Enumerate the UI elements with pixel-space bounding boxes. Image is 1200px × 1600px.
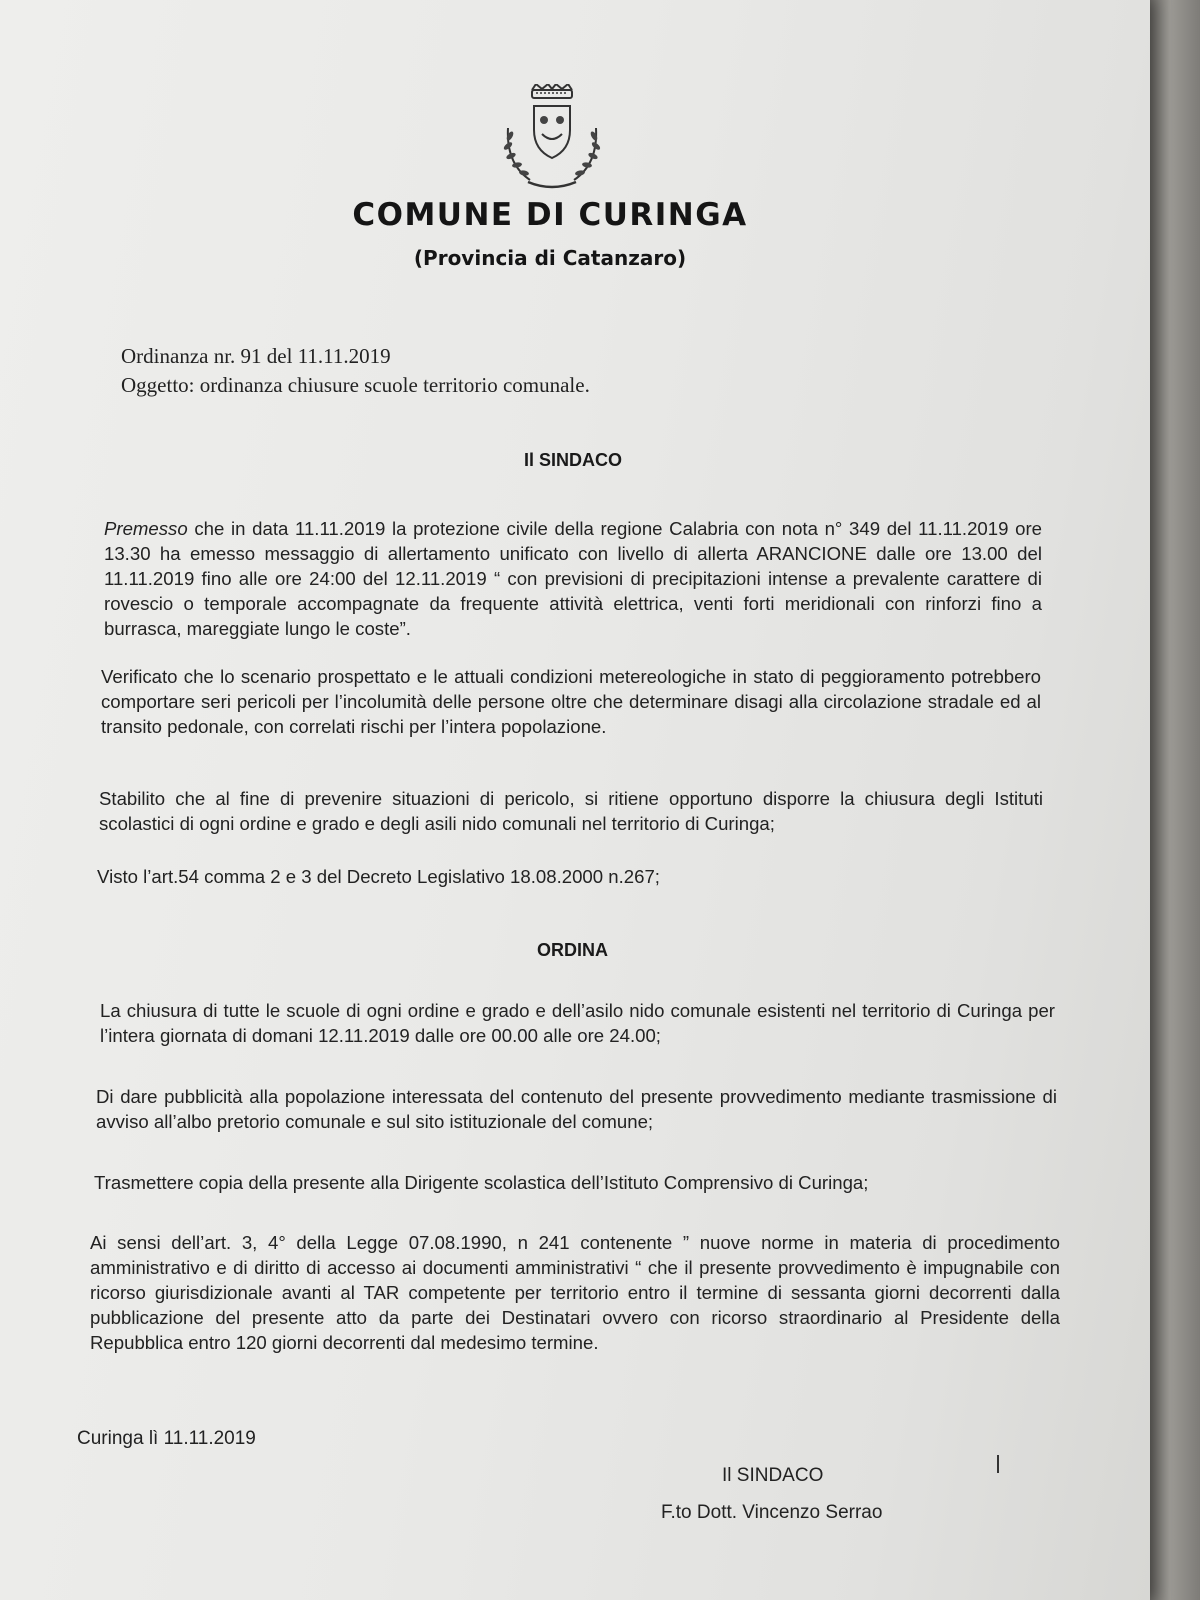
margin-mark [997,1455,999,1473]
desk-background [1150,0,1200,1600]
municipality-name: COMUNE DI CURINGA [352,197,748,233]
premesso-paragraph [104,516,1042,641]
signer-title: Il SINDACO [722,1465,824,1486]
municipal-crest-icon [488,84,616,194]
ordinance-subject: Oggetto: ordinanza chiusure scuole territorio comunale. [121,373,590,397]
premesso-lead: Premesso [104,518,188,539]
premesso-text: che in data 11.11.2019 la protezione civile della regione Calabria con nota n° 349 del 11.11.2019 ore 13.30 ha emesso messaggio di allertamento unificato con livello di allerta ARANCIONE dalle ore 13.00 del 11.11.2019 fino alle ore 24:00 del 12.11.2019 “ con previsioni di precipitazioni intense a prevalente carattere di rovescio o temporale accompagnate da frequente attività elettrica, venti forti meridionali con rinforzi fino a burrasca, mareggiate lungo le coste”. [104,518,1042,639]
verificato-paragraph: Verificato che lo scenario prospettato e le attuali condizioni metereologiche in stato di peggioramento potrebbero comportare seri pericoli per l’incolumità delle persone oltre che determinare disagi alla circolazione stradale ed al transito pedonale, con correlati rischi per l’intera popolazione. [101,666,1041,737]
stabilito-paragraph: Stabilito che al fine di prevenire situazioni di pericolo, si ritiene opportuno disporre la chiusura degli Istituti scolastici di ogni ordine e grado e degli asili nido comunali nel territorio di Curinga; [99,788,1043,834]
place-date: Curinga lì 11.11.2019 [77,1428,256,1449]
trasmettere-paragraph: Trasmettere copia della presente alla Dirigente scolastica dell’Istituto Comprensivo di Curinga; [94,1172,869,1193]
ricorso-paragraph: Ai sensi dell’art. 3, 4° della Legge 07.08.1990, n 241 contenente ” nuove norme in materia di procedimento amministrativo e di diritto di accesso ai documenti amministrativi “ che il presente provvedimento è impugnabile con ricorso giurisdizionale avanti al TAR competente per territorio entro il termine di sessanta giorni decorrenti dalla pubblicazione del presente atto da parte dei Destinatari ovvero con ricorso straordinario al Presidente della Repubblica entro 120 giorni decorrenti dal medesimo termine. [90,1232,1060,1353]
chiusura-paragraph: La chiusura di tutte le scuole di ogni ordine e grado e dell’asilo nido comunale esistenti nel territorio di Curinga per l’intera giornata di domani 12.11.2019 dalle ore 00.00 alle ore 24.00; [100,1000,1055,1046]
pubblicita-paragraph: Di dare pubblicità alla popolazione interessata del contenuto del presente provvedimento mediante trasmissione di avviso all’albo pretorio comunale e sul sito istituzionale del comune; [96,1086,1057,1132]
visto-paragraph: Visto l’art.54 comma 2 e 3 del Decreto Legislativo 18.08.2000 n.267; [97,866,660,887]
ordina-heading: ORDINA [537,940,608,960]
province-name: (Provincia di Catanzaro) [413,246,687,270]
sindaco-heading: Il SINDACO [524,450,623,470]
ordinance-number: Ordinanza nr. 91 del 11.11.2019 [121,344,391,368]
signer-name: F.to Dott. Vincenzo Serrao [661,1502,883,1523]
